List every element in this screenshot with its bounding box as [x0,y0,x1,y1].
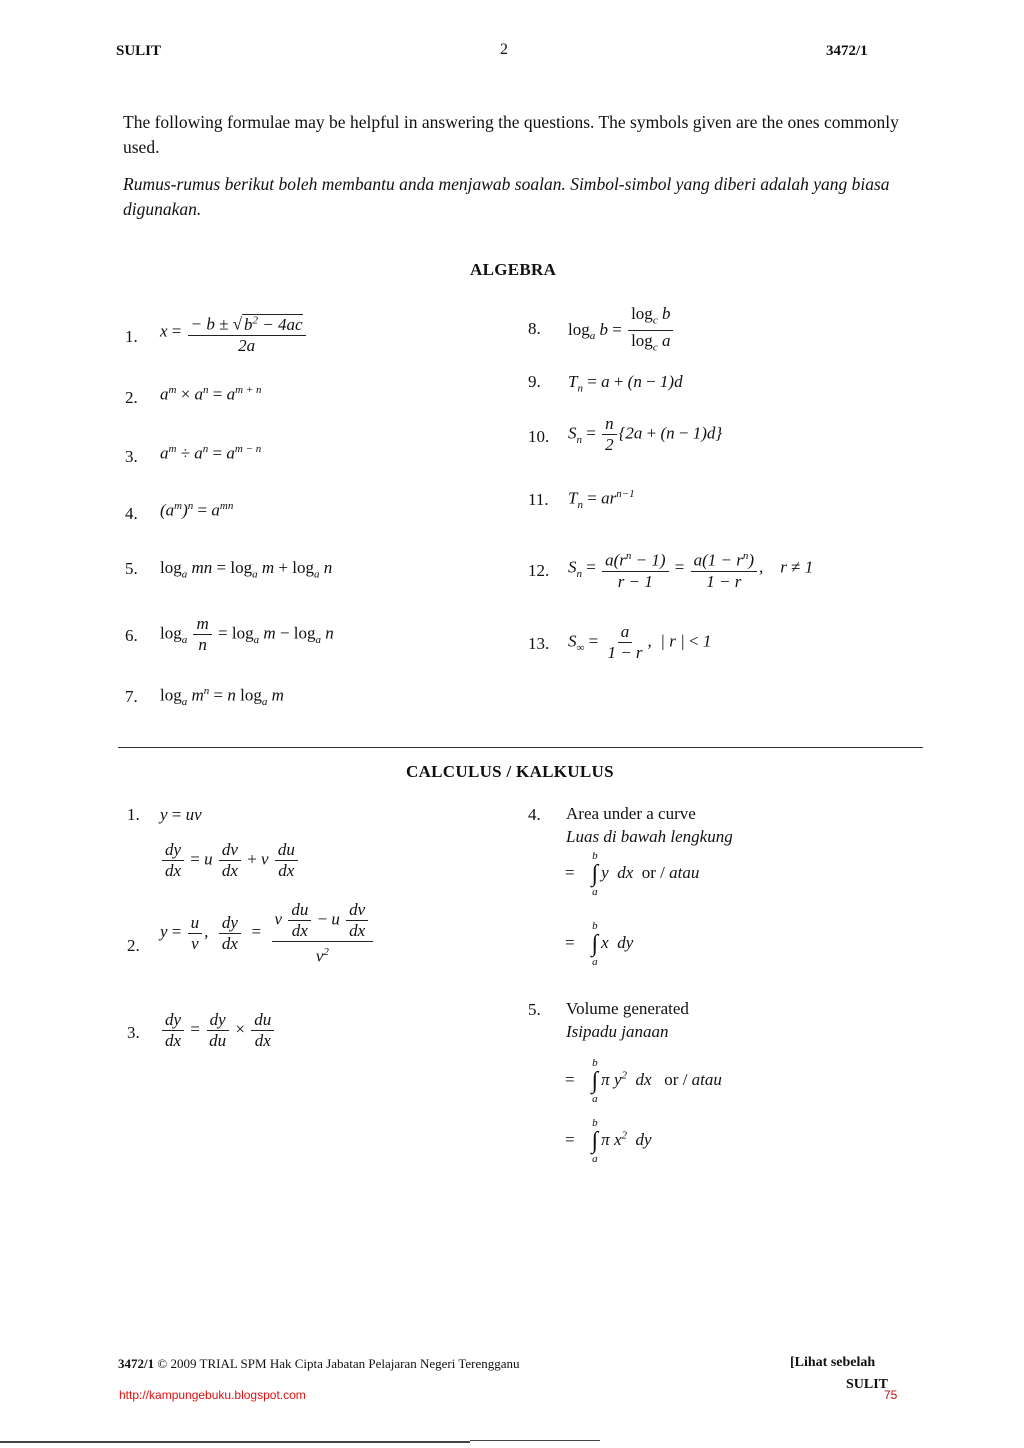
calculus-number: 5. [528,1000,541,1019]
formula-index-power: $(a^m)^n = a^{mn}$ [160,500,234,520]
calculus-number: 4. [528,805,541,824]
footer-copyright: © 2009 TRIAL SPM Hak Cipta Jabatan Pelajaran Negeri Terengganu [157,1356,520,1371]
algebra-number: 5. [125,559,138,578]
volume-title-malay: Isipadu janaan [566,1022,669,1041]
footer-next-page: [Lihat sebelah [790,1355,876,1370]
formula-area-y: = b ∫ a x dy [565,920,634,968]
algebra-heading: ALGEBRA [470,260,557,279]
scan-edge-line [470,1440,600,1441]
page-number: 2 [500,41,508,58]
calculus-number: 1. [127,805,140,824]
footer-line [118,1356,520,1372]
algebra-number: 2. [125,388,138,407]
algebra-number: 10. [528,427,550,446]
intro-malay: Rumus-rumus berikut boleh membantu anda menjawab soalan. Simbol-simbol yang diberi adalah yang biasa digunakan. [123,174,890,219]
formula-product-def: y = uv [160,805,202,824]
area-title: Area under a curve [566,804,696,823]
formula-product-rule: $\frac{dy}{dx}$ = u $\frac{dv}{dx}$ + v $\frac{du}{dx}$ [160,840,300,881]
formula-gp-term: $T_n = ar^{n-1}$ [568,488,635,512]
formula-index-multiply: $a^m \times a^n = a^{m + n}$ [160,384,262,404]
formula-ap-sum: $S_n$ = $\frac{n}{2}$ {2a + (n − 1)d} [568,414,723,454]
scan-edge-line [0,1441,470,1443]
or-label: or / [664,1069,688,1089]
algebra-number: 13. [528,634,550,653]
formula-log-product: $\log_a$ mn = $\log_a m + \log_a n$ [160,558,333,581]
algebra-number: 3. [125,447,138,466]
algebra-number: 7. [125,687,138,706]
formula-quotient-rule: y = $\frac{u}{v}$ , $\frac{dy}{dx}$ = v $\frac{du}{dx}$ − u $\frac{dv}{dx}$ $v^2$ [160,900,375,967]
formula-change-base: $\log_a b$ = $\frac{\log_c b}{\log_c a}$ [568,304,675,358]
calculus-heading: CALCULUS / KALKULUS [406,762,614,781]
blog-link[interactable]: http://kampungebuku.blogspot.com [119,1388,306,1402]
formula-log-quotient: $\log_a$ $\frac{m}{n}$ = $\log_a m - \log_a n$ [160,614,334,654]
formula-chain-rule: $\frac{dy}{dx}$ = $\frac{dy}{du}$ × $\frac{du}{dx}$ [160,1010,276,1051]
algebra-number: 11. [528,490,549,509]
formula-volume-x: = b ∫ a π $y^2$ dx or / atau [565,1057,722,1105]
formula-index-divide: $a^m \div a^n = a^{m - n}$ [160,443,262,463]
footer-page-mark: 75 [884,1388,898,1402]
calculus-number: 2. [127,936,140,955]
formula-log-power: $\log_a m^n = n$ $\log_a m$ [160,685,284,709]
formula-area-x: = b ∫ a y dx or / atau [565,850,700,898]
volume-title: Volume generated [566,999,689,1018]
footer-code: 3472/1 [118,1356,155,1371]
paper-code: 3472/1 [826,43,868,59]
calculus-number: 3. [127,1023,140,1042]
algebra-number: 4. [125,504,138,523]
formula-volume-y: = b ∫ a π $x^2$ dy [565,1117,652,1165]
algebra-number: 9. [528,372,541,391]
algebra-number: 1. [125,327,138,346]
or-label: or / [641,862,665,882]
area-title-malay: Luas di bawah lengkung [566,827,733,846]
formula-ap-term: $T_n = a + (n - 1)d$ [568,372,683,395]
section-divider [118,747,923,748]
formula-gp-sum: $S_n$ = $\frac{a(r^n - 1)}{r - 1}$ = $\frac{a(1 - r^n)}{1 - r}$ , r ≠ 1 [568,546,813,592]
atau-label: atau [669,862,700,882]
formula-gp-infinity: $S_\infty$ = $\frac{a}{1 - r}$ , | r | < 1 [568,622,712,662]
header-sulit: SULIT [116,43,162,59]
atau-label: atau [691,1069,722,1089]
algebra-number: 8. [528,319,541,338]
algebra-number: 12. [528,561,550,580]
algebra-number: 6. [125,626,138,645]
footer-sulit: SULIT [846,1377,889,1392]
intro-english: The following formulae may be helpful in answering the questions. The symbols given are the ones commonly used. [123,112,899,157]
formula-quadratic: x = $\frac{- b \pm √ b^2 - 4ac}{2a}$ [160,310,308,356]
